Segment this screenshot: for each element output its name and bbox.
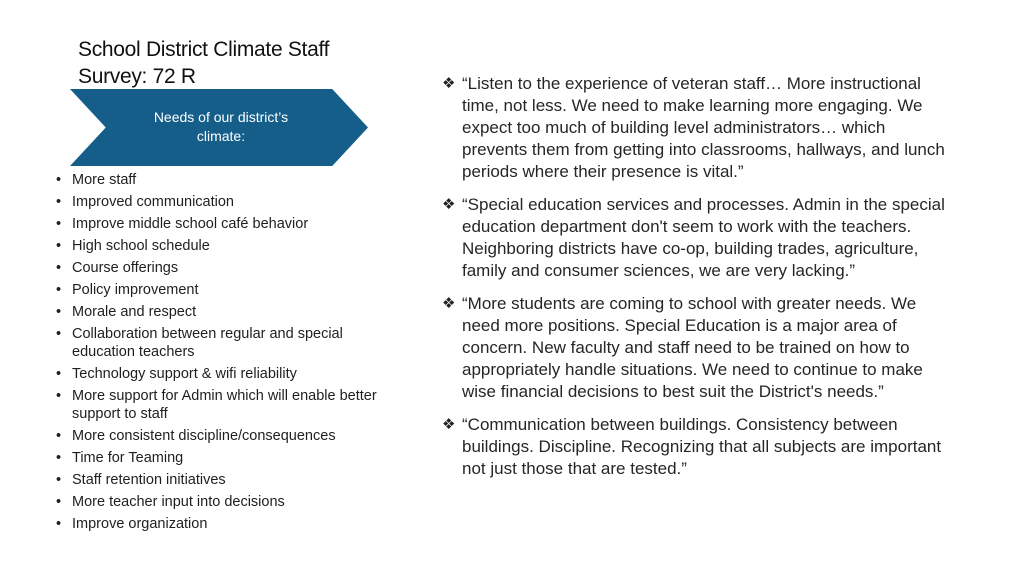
list-item	[56, 325, 396, 361]
title-line-2: Survey: 72 R	[78, 65, 196, 88]
list-item-text: Course offerings	[72, 260, 179, 276]
diamond-bullet-icon: ❖	[442, 416, 456, 433]
list-item-text: High school schedule	[72, 238, 210, 254]
bullet-icon: •	[56, 326, 62, 342]
bullet-icon: •	[56, 216, 62, 232]
list-item	[56, 259, 396, 277]
list-item	[56, 215, 396, 233]
list-item-text: Staff retention initiatives	[72, 472, 226, 488]
quote-item	[442, 293, 952, 403]
bullet-icon: •	[56, 260, 62, 276]
list-item	[56, 171, 396, 189]
quote-text: “Special education services and processes. Admin in the special education department don't seem to work with the teachers. Neighboring districts have co-op, building trades, agriculture, family and consumer sciences, we are very lacking.”	[462, 195, 945, 280]
chevron-label-line-2: climate:	[196, 128, 246, 144]
diamond-bullet-icon: ❖	[442, 75, 456, 92]
bullet-icon: •	[56, 388, 62, 404]
quotes-list	[442, 73, 952, 491]
quote-text: “Listen to the experience of veteran staff… More instructional time, not less. We need to make learning more engaging. We expect too much of building level administrators… which prevents them from getting into classrooms, hallways, and lunch periods where their presence is vital.”	[462, 74, 945, 181]
list-item-text: Technology support & wifi reliability	[72, 366, 297, 382]
list-item-text: More support for Admin which will enable better support to staff	[72, 388, 377, 422]
bullet-icon: •	[56, 428, 62, 444]
quote-text: “More students are coming to school with greater needs. We need more positions. Special Education is a major area of concern. New faculty and staff need to be trained on how to appropriately handle situations. We need to continue to make wise financial decisions to best suit the District's needs.”	[462, 294, 923, 401]
bullet-icon: •	[56, 472, 62, 488]
list-item	[56, 193, 396, 211]
bullet-icon: •	[56, 238, 62, 254]
diamond-bullet-icon: ❖	[442, 196, 456, 213]
title-line-1: School District Climate Staff	[78, 38, 330, 61]
bullet-icon: •	[56, 366, 62, 382]
bullet-icon: •	[56, 282, 62, 298]
list-item-text: More teacher input into decisions	[72, 494, 285, 510]
bullet-icon: •	[56, 194, 62, 210]
list-item-text: Morale and respect	[72, 304, 197, 320]
quote-item	[442, 414, 952, 480]
chevron-label	[118, 108, 324, 146]
quote-item	[442, 73, 952, 183]
bullet-icon: •	[56, 172, 62, 188]
bullet-icon: •	[56, 304, 62, 320]
list-item-text: More consistent discipline/consequences	[72, 428, 336, 444]
list-item-text: Improve middle school café behavior	[72, 216, 309, 232]
bullet-icon: •	[56, 516, 62, 532]
list-item-text: Collaboration between regular and special education teachers	[72, 326, 343, 360]
list-item	[56, 449, 396, 467]
list-item-text: Improved communication	[72, 194, 234, 210]
list-item	[56, 303, 396, 321]
diamond-bullet-icon: ❖	[442, 295, 456, 312]
quote-item	[442, 194, 952, 282]
list-item	[56, 387, 396, 423]
quote-text: “Communication between buildings. Consistency between buildings. Discipline. Recognizing that all subjects are important not just those that are tested.”	[462, 415, 942, 478]
list-item	[56, 365, 396, 383]
list-item-text: Time for Teaming	[72, 450, 184, 466]
list-item-text: Policy improvement	[72, 282, 199, 298]
list-item	[56, 427, 396, 445]
list-item	[56, 281, 396, 299]
list-item	[56, 237, 396, 255]
list-item-text: Improve organization	[72, 516, 208, 532]
bullet-icon: •	[56, 450, 62, 466]
list-item	[56, 471, 396, 489]
bullet-icon: •	[56, 494, 62, 510]
needs-list	[56, 171, 396, 537]
list-item-text: More staff	[72, 172, 137, 188]
chevron-label-line-1: Needs of our district’s	[153, 109, 289, 125]
list-item	[56, 515, 396, 533]
list-item	[56, 493, 396, 511]
slide-title	[78, 36, 398, 90]
